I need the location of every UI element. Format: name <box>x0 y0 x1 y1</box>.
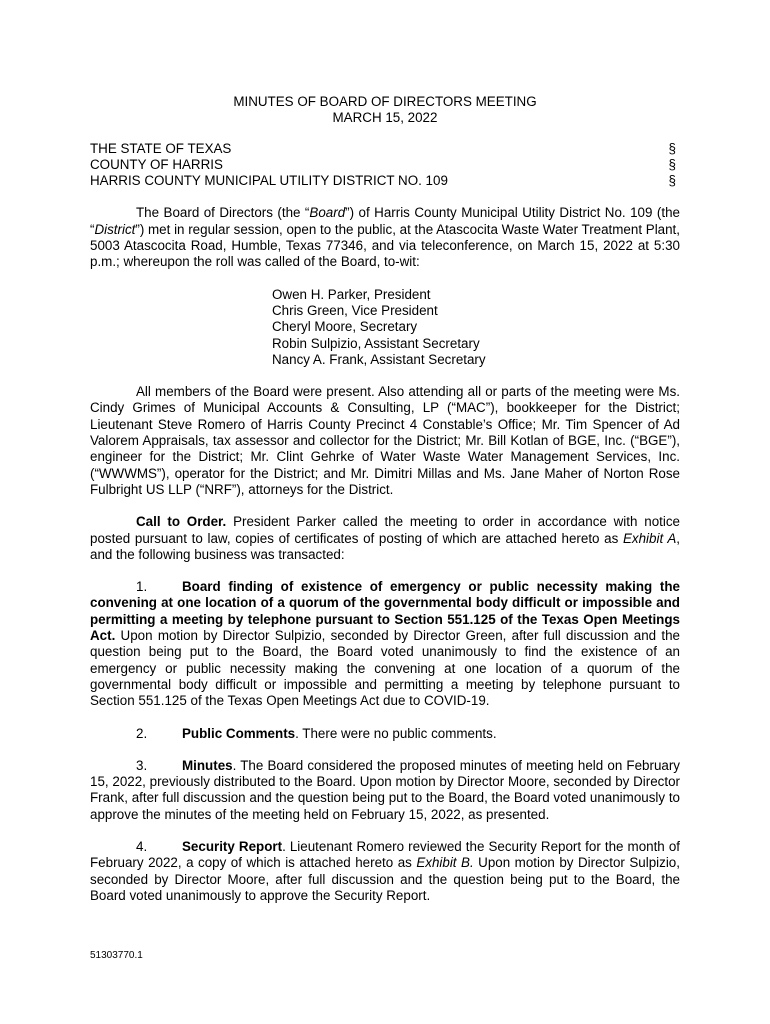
defined-term-district: District <box>94 221 136 237</box>
roster-item: Chris Green, Vice President <box>272 302 438 318</box>
agenda-item-4 <box>90 839 680 904</box>
roster-item: Nancy A. Frank, Assistant Secretary <box>272 351 486 367</box>
item-heading: Security Report <box>182 838 283 854</box>
section-mark: § <box>668 140 676 156</box>
section-mark: § <box>668 156 676 172</box>
attendance-paragraph: All members of the Board were present. Also attending all or parts of the meeting were Ms. Cindy Grimes of Municipal Accounts & Consulting, LP (“MAC”), bookkeeper for the District; Lieutenant Steve Romero of Harris County Precinct 4 Constable’s Office; Mr. Tim Spencer of Ad Valorem Appraisals, tax assessor and collector for the District; Mr. Bill Kotlan of BGE, Inc. (“BGE”), engineer for the District; Mr. Clint Gehrke of Water Waste Water Management Services, Inc. (“WWWMS”), operator for the District; and Mr. Dimitri Millas and Ms. Jane Maher of Norton Rose Fulbright US LLP (“NRF”), attorneys for the District. <box>90 384 680 497</box>
section-mark: § <box>668 173 676 189</box>
caption-block <box>90 141 680 190</box>
meeting-date: MARCH 15, 2022 <box>332 110 438 126</box>
item-body: . Lieutenant Romero reviewed the Security Report for the month of February 2022, a copy of which is attached hereto as <box>90 838 680 871</box>
call-to-order-heading: Call to Order. <box>136 514 227 530</box>
agenda-item-2 <box>90 726 680 742</box>
caption-county: COUNTY OF HARRIS <box>90 156 223 172</box>
agenda-item-1 <box>90 579 680 709</box>
item-number: 3. <box>136 757 148 773</box>
caption-lines <box>90 141 448 190</box>
board-roster <box>272 287 680 368</box>
item-heading: Public Comments <box>182 725 296 741</box>
call-to-order-paragraph: Call to Order. President Parker called the meeting to order in accordance with notice posted pursuant to law, copies of certificates of posting of which are attached hereto as Exhibit A, and the following business was transacted: <box>90 514 680 562</box>
agenda-item-3 <box>90 758 680 823</box>
caption-state: THE STATE OF TEXAS <box>90 140 232 156</box>
item-heading: Board finding of existence of emergency or public necessity making the convening at one location of a quorum of the governmental body difficult or impossible and permitting a meeting by telephone pursuant to Section 551.125 of the Texas Open Meetings Act. <box>90 579 680 644</box>
item-body: Upon motion by Director Sulpizio, seconded by Director Green, after full discussion and the question being put to the Board, the Board voted unanimously to find the existence of an emergency or public necessity making the convening at one location of a quorum of the governmental body difficult or impossible and permitting a meeting by telephone pursuant to Section 551.125 of the Texas Open Meetings Act due to COVID-19. <box>90 628 680 709</box>
caption-district: HARRIS COUNTY MUNICIPAL UTILITY DISTRICT NO. 109 <box>90 173 448 189</box>
item-number: 1. <box>136 579 148 595</box>
intro-paragraph: The Board of Directors (the “Board”) of Harris County Municipal Utility District No. 109 (the “District”) met in regular session, open to the public, at the Atascocita Waste Water Treatment Plant, 5003 Atascocita Road, Humble, Texas 77346, and via teleconference, on March 15, 2022 at 5:30 p.m.; whereupon the roll was called of the Board, to-wit: <box>90 205 680 270</box>
item-body: . There were no public comments. <box>295 725 497 741</box>
exhibit-a-reference: Exhibit A <box>622 530 677 546</box>
roster-item: Cheryl Moore, Secretary <box>272 319 418 335</box>
item-number: 4. <box>136 838 148 854</box>
item-heading: Minutes <box>182 757 233 773</box>
minutes-body <box>90 94 680 920</box>
item-body: . The Board considered the proposed minutes of meeting held on February 15, 2022, previously distributed to the Board. Upon motion by Director Moore, seconded by Director Frank, after full discussion and the question being put to the Board, the Board voted unanimously to approve the minutes of the meeting held on February 15, 2022, as presented. <box>90 757 680 822</box>
defined-term-board: Board <box>309 205 346 221</box>
item-number: 2. <box>136 725 148 741</box>
item-body: Upon motion by Director Sulpizio, seconded by Director Moore, after full discussion and the question being put to the Board, the Board voted unanimously to approve the Security Report. <box>90 855 680 903</box>
roster-item: Owen H. Parker, President <box>272 286 431 302</box>
document-title: MINUTES OF BOARD OF DIRECTORS MEETING <box>233 94 537 109</box>
title-block <box>90 94 680 127</box>
section-marks <box>669 141 680 190</box>
exhibit-b-reference: Exhibit B. <box>416 855 474 871</box>
document-id-footer: 51303770.1 <box>90 950 143 961</box>
roster-item: Robin Sulpizio, Assistant Secretary <box>272 335 480 351</box>
